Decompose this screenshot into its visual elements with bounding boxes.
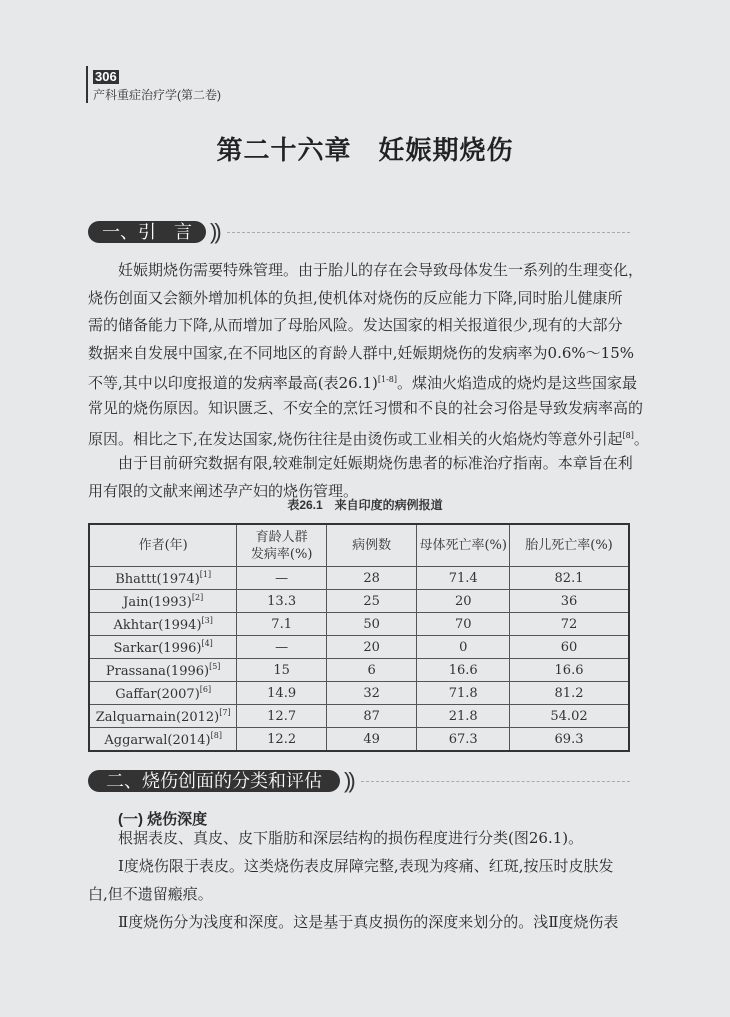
line-text: 由于目前研究数据有限,较难制定妊娠期烧伤患者的标准治疗指南。本章旨在利 (118, 454, 633, 473)
table-header-row (89, 524, 629, 567)
cell-cases: 25 (326, 590, 417, 613)
line-text: 需的储备能力下降,从而增加了母胎风险。发达国家的相关报道很少,现有的大部分 (88, 316, 623, 335)
cell-cases: 87 (326, 705, 417, 728)
col-incidence (237, 524, 327, 567)
citation: [5] (209, 661, 221, 671)
citation: [3] (201, 615, 213, 625)
line-text: 妊娠期烧伤需要特殊管理。由于胎儿的存在会导致母体发生一系列的生理变化， (118, 261, 644, 279)
book-title: 产科重症治疗学(第二卷) (93, 88, 221, 102)
table-row (89, 567, 629, 590)
cell-fetal: 72 (510, 613, 629, 636)
line-text: 常见的烧伤原因。知识匮乏、不安全的烹饪习惯和不良的社会习俗是导致发病率高的 (88, 399, 644, 417)
cell-author (89, 705, 237, 728)
cell-author (89, 659, 237, 682)
text-line: Ⅰ度烧伤限于表皮。这类烧伤表皮屏障完整,表现为疼痛、红斑,按压时皮肤发 (118, 857, 614, 875)
table-row (89, 613, 629, 636)
citation: [1] (199, 569, 212, 579)
cell-maternal: 0 (417, 636, 510, 659)
col-incidence-line2: 发病率(%) (250, 546, 313, 562)
cell-cases: 49 (326, 728, 417, 752)
col-author: 作者(年) (89, 524, 237, 567)
line-text: 。煤油火焰造成的烧灼是这些国家最 (397, 374, 638, 393)
cell-incidence: 15 (237, 659, 327, 682)
cell-incidence: 14.9 (237, 682, 327, 705)
author-text: Akhtar(1994) (113, 617, 202, 633)
text-line (88, 315, 630, 335)
author-text: Zalquarnain(2012) (95, 709, 220, 725)
col-fetal-mortality: 胎儿死亡率(%) (510, 524, 629, 567)
case-report-table (88, 523, 630, 752)
line-text: 原因。相比之下,在发达国家,烧伤往往是由烫伤或工业相关的火焰烧灼等意外引起 (88, 429, 623, 448)
text-line (88, 288, 630, 308)
cell-author (89, 590, 237, 613)
col-cases: 病例数 (326, 524, 417, 567)
cell-author (89, 613, 237, 636)
cell-fetal: 69.3 (510, 728, 629, 752)
section-heading-intro (88, 219, 630, 245)
cell-cases: 6 (326, 659, 417, 682)
line-text: 数据来自发展中国家,在不同地区的育龄人群中,妊娠期烧伤的发病率为0.6%～15% (88, 343, 634, 362)
subsection-title: (一) 烧伤深度 (118, 811, 208, 828)
cell-cases: 32 (326, 682, 417, 705)
text-line (88, 370, 638, 393)
cell-author (89, 567, 237, 590)
line-text: 烧伤创面又会额外增加机体的负担,使机体对烧伤的反应能力下降,同时胎儿健康所 (88, 288, 623, 307)
line-text: 。 (633, 429, 649, 448)
text-line (88, 398, 644, 418)
chapter-title: 第二十六章 妊娠期烧伤 (216, 136, 514, 166)
cell-incidence: 7.1 (237, 613, 327, 636)
table-row (89, 682, 629, 705)
author-text: Sarkar(1996) (113, 640, 202, 656)
cell-maternal: 16.6 (417, 659, 510, 682)
table-row (89, 705, 629, 728)
cell-incidence: 12.7 (237, 705, 327, 728)
text-line (88, 343, 634, 363)
double-paren-ornament-icon: )) (344, 768, 353, 793)
table-row (89, 590, 629, 613)
cell-fetal: 81.2 (510, 682, 629, 705)
author-text: Aggarwal(2014) (104, 732, 211, 748)
cell-cases: 20 (326, 636, 417, 659)
author-text: Prassana(1996) (105, 663, 210, 679)
section-title: 二、烧伤创面的分类和评估 (88, 770, 340, 792)
cell-fetal: 16.6 (510, 659, 629, 682)
running-header (86, 66, 221, 103)
cell-incidence: — (237, 636, 327, 659)
table-caption: 表26.1 来自印度的病例报道 (287, 498, 443, 512)
text-line (88, 260, 644, 280)
cell-incidence: — (237, 567, 327, 590)
citation: [6] (199, 684, 212, 694)
cell-fetal: 82.1 (510, 567, 629, 590)
author-text: Gaffar(2007) (115, 686, 200, 702)
citation: [7] (219, 707, 231, 717)
cell-maternal: 70 (417, 613, 510, 636)
cell-fetal: 54.02 (510, 705, 629, 728)
text-line (88, 426, 649, 449)
line-text: 不等,其中以印度报道的发病率最高(表26.1) (88, 374, 378, 393)
cell-author (89, 728, 237, 752)
cell-author (89, 682, 237, 705)
text-line: Ⅱ度烧伤分为浅度和深度。这是基于真皮损伤的深度来划分的。浅Ⅱ度烧伤表 (118, 913, 619, 931)
cell-maternal: 71.8 (417, 682, 510, 705)
cell-fetal: 36 (510, 590, 629, 613)
dashed-divider (227, 232, 630, 233)
cell-author (89, 636, 237, 659)
citation: [1-8] (377, 375, 397, 385)
double-paren-ornament-icon: )) (210, 219, 219, 244)
cell-cases: 28 (326, 567, 417, 590)
line-text: 用有限的文献来阐述孕产妇的烧伤管理。 (88, 481, 359, 500)
dashed-divider (361, 781, 630, 782)
cell-maternal: 67.3 (417, 728, 510, 752)
table-row (89, 659, 629, 682)
page-number: 306 (95, 69, 117, 84)
citation: [8] (210, 730, 222, 740)
table-row (89, 636, 629, 659)
citation: [4] (201, 638, 213, 648)
col-maternal-mortality: 母体死亡率(%) (417, 524, 510, 567)
section-heading-classification (88, 768, 630, 794)
col-incidence-line1: 育龄人群 (255, 529, 308, 545)
cell-fetal: 60 (510, 636, 629, 659)
text-line: 白,但不遗留瘢痕。 (88, 885, 213, 903)
cell-cases: 50 (326, 613, 417, 636)
cell-incidence: 13.3 (237, 590, 327, 613)
text-line (88, 453, 633, 473)
section-title: 一、引 言 (88, 221, 206, 243)
cell-incidence: 12.2 (237, 728, 327, 752)
cell-maternal: 20 (417, 590, 510, 613)
citation: [8] (622, 430, 634, 440)
citation: [2] (191, 592, 204, 602)
cell-maternal: 21.8 (417, 705, 510, 728)
cell-maternal: 71.4 (417, 567, 510, 590)
author-text: Jain(1993) (123, 594, 192, 610)
text-line: 根据表皮、真皮、皮下脂肪和深层结构的损伤程度进行分类(图26.1)。 (118, 829, 584, 847)
table-row (89, 728, 629, 752)
author-text: Bhattt(1974) (115, 571, 200, 587)
